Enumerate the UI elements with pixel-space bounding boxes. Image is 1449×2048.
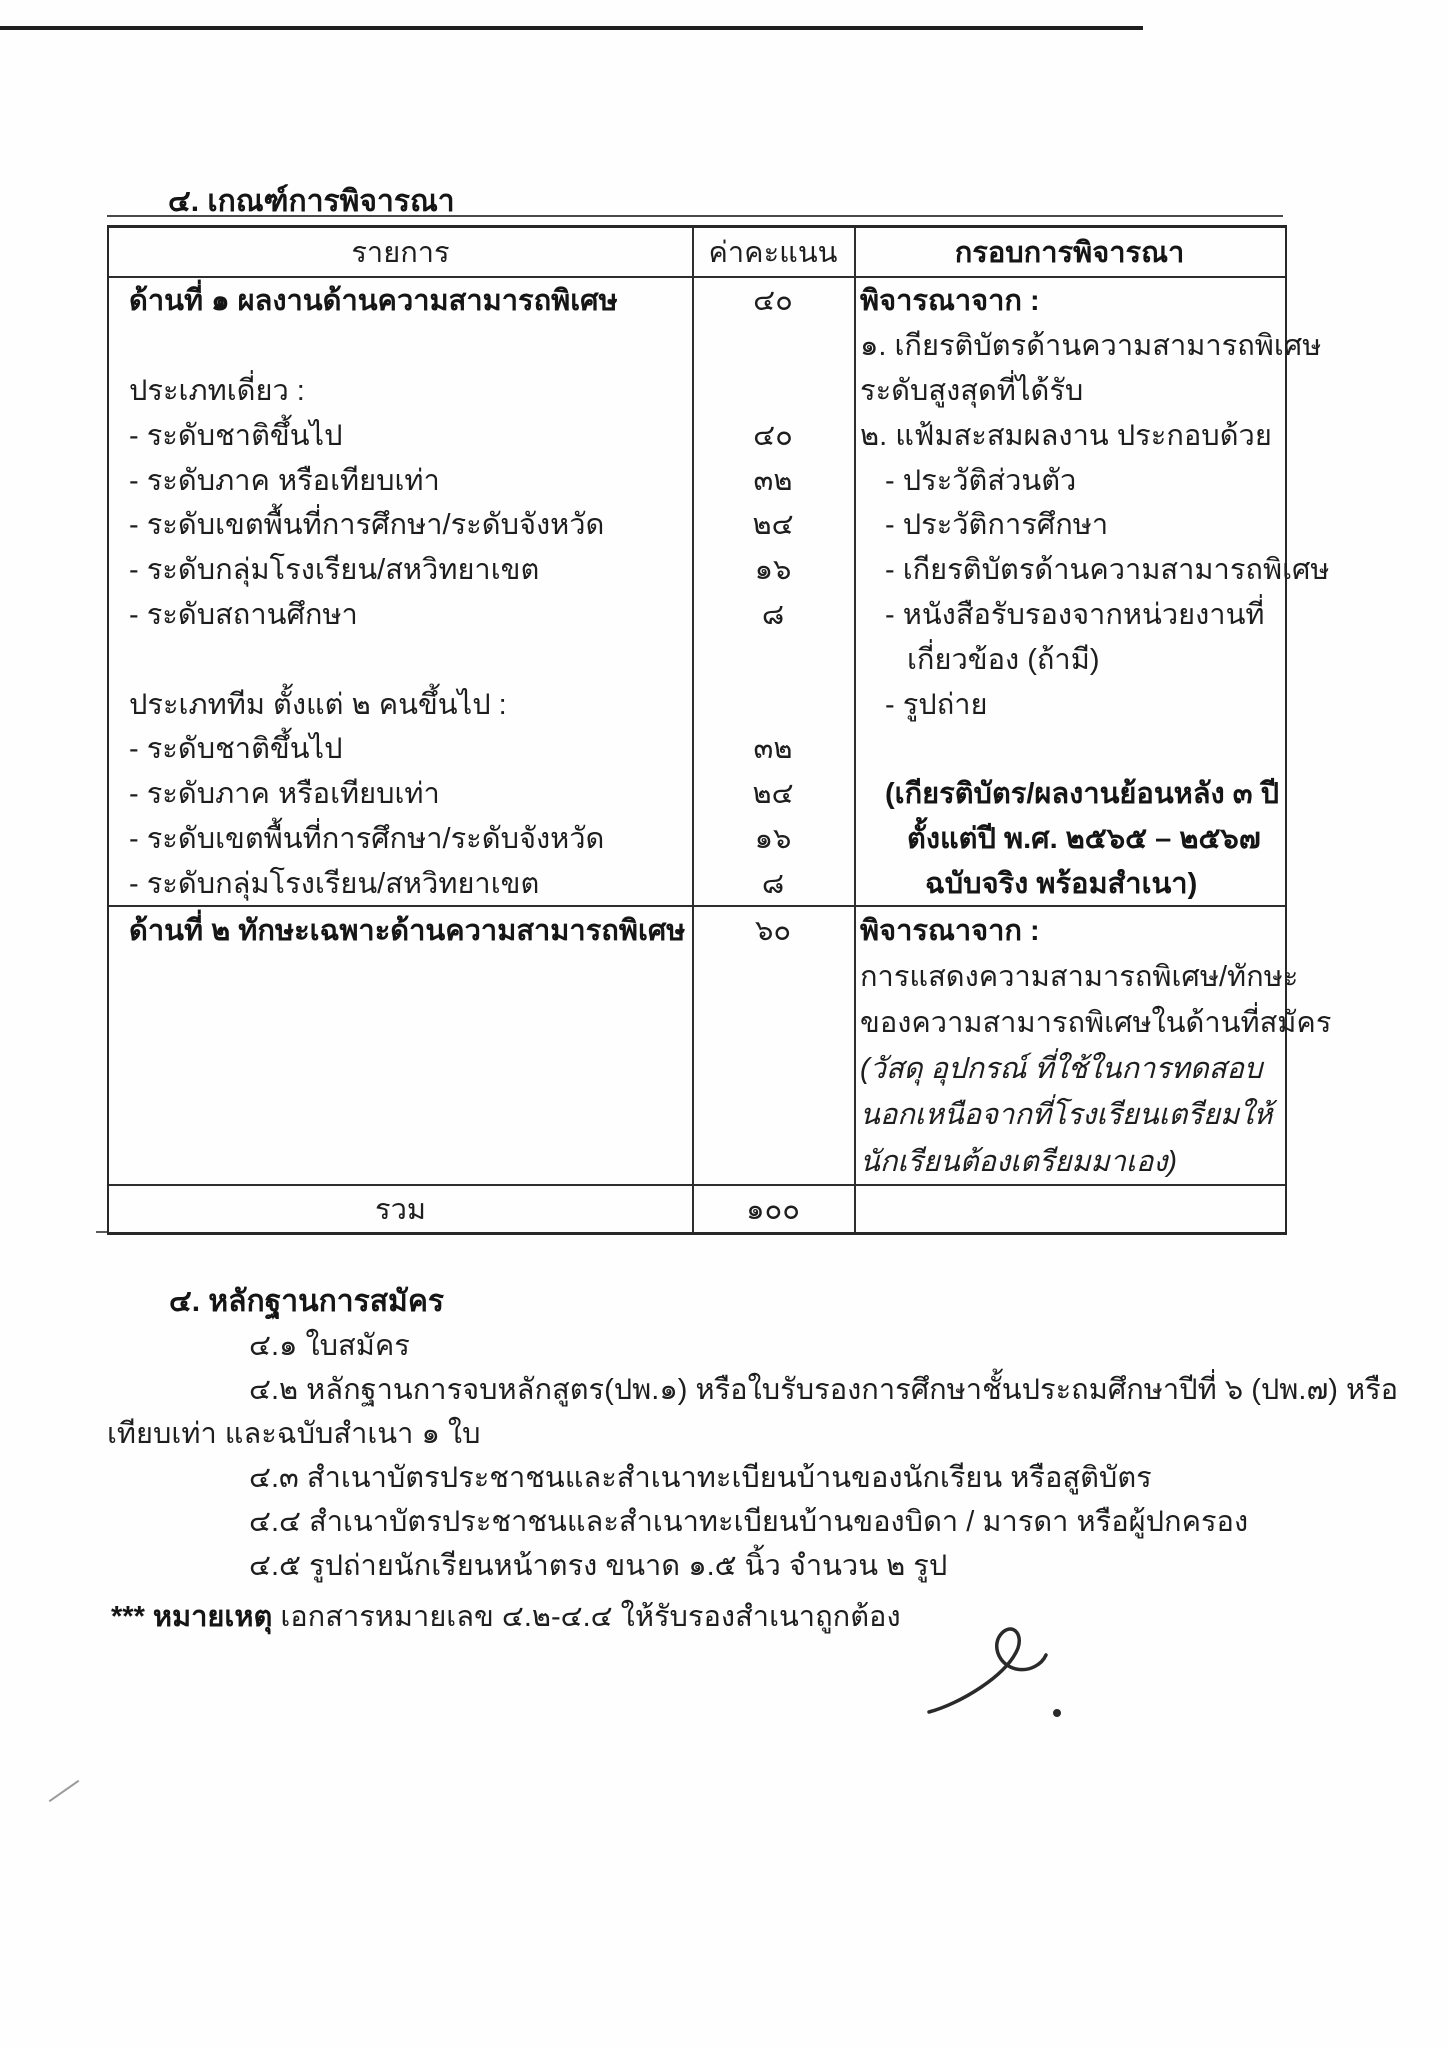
item-score: ๔๐ — [753, 419, 793, 452]
remark-prefix: *** หมายเหตุ — [111, 1601, 273, 1633]
item-score: ๘ — [761, 867, 785, 900]
item-label: - ระดับชาติขึ้นไป — [129, 733, 343, 766]
text-line: ๒. แฟ้มสะสมผลงาน ประกอบด้วย — [860, 419, 1272, 452]
item-label: - ระดับภาค หรือเทียบเท่า — [129, 464, 440, 497]
total-score: ๑๐๐ — [746, 1194, 800, 1226]
signature-mark — [915, 1612, 1065, 1732]
text-line: ๔.๑ ใบสมัคร — [249, 1330, 410, 1362]
evidence-section — [107, 1280, 1407, 1588]
criteria-item-line — [109, 592, 854, 637]
text-line: นักเรียนต้องเตรียมมาเอง) — [860, 1145, 1178, 1178]
criteria-item-line — [109, 1045, 854, 1091]
criteria-item-line — [109, 368, 854, 413]
criteria-item-line — [109, 1137, 854, 1183]
text-line: - รูปถ่าย — [885, 688, 988, 721]
criteria-table-total-row — [109, 1186, 1285, 1232]
criteria-item-line — [109, 636, 854, 681]
item-label: - ระดับเขตพื้นที่การศึกษา/ระดับจังหวัด — [129, 509, 605, 542]
criteria-item-line — [109, 323, 854, 368]
remark-line — [111, 1595, 901, 1639]
evidence-section-title: ๔. หลักฐานการสมัคร — [169, 1285, 444, 1318]
criteria-item-line — [109, 278, 854, 323]
item-score: ๑๖ — [754, 554, 792, 587]
text-line: พิจารณาจาก : — [860, 915, 1040, 948]
item-score: ๘ — [761, 598, 785, 631]
criteria-item-line — [109, 547, 854, 592]
item-score: ๓๒ — [753, 733, 793, 766]
text-line: ๔.๓ สำเนาบัตรประชาชนและสำเนาทะเบียนบ้านของนักเรียน หรือสูติบัตร — [249, 1462, 1152, 1494]
text-line: - หนังสือรับรองจากหน่วยงานที่ — [885, 598, 1265, 631]
item-label: ประเภทเดี่ยว : — [129, 375, 305, 407]
criteria-item-line — [109, 816, 854, 861]
text-line: (วัสดุ อุปกรณ์ ที่ใช้ในการทดสอบ — [860, 1053, 1263, 1086]
criteria-table — [107, 225, 1332, 1235]
text-line: พิจารณาจาก : — [860, 285, 1040, 318]
criteria-item-line — [109, 999, 854, 1045]
item-label: ประเภททีม ตั้งแต่ ๒ คนขึ้นไป : — [129, 688, 507, 721]
text-line: ๔.๔ สำเนาบัตรประชาชนและสำเนาทะเบียนบ้านของบิดา / มารดา หรือผู้ปกครอง — [249, 1506, 1249, 1538]
criteria-item-line — [109, 726, 854, 771]
item-label: - ระดับเขตพื้นที่การศึกษา/ระดับจังหวัด — [129, 822, 605, 855]
item-label: - ระดับภาค หรือเทียบเท่า — [129, 778, 440, 811]
text-line: (เกียรติบัตร/ผลงานย้อนหลัง ๓ ปี — [885, 778, 1280, 811]
text-line: ๔.๒ หลักฐานการจบหลักสูตร(ปพ.๑) หรือใบรับรองการศึกษาชั้นประถมศึกษาปีที่ ๖ (ปพ.๗) หรือ — [249, 1374, 1399, 1406]
text-line: การแสดงความสามารถพิเศษ/ทักษะ — [860, 961, 1299, 994]
item-label: - ระดับชาติขึ้นไป — [129, 419, 343, 452]
item-label: - ระดับสถานศึกษา — [129, 598, 358, 631]
criteria-item-line — [109, 907, 854, 953]
text-line — [854, 726, 1285, 771]
text-line: ๔.๕ รูปถ่ายนักเรียนหน้าตรง ขนาด ๑.๕ นิ้ว จำนวน ๒ รูป — [249, 1550, 948, 1582]
text-line: - เกียรติบัตรด้านความสามารถพิเศษ — [885, 554, 1330, 587]
section2-items-and-scores — [109, 907, 854, 1184]
scan-artifact-top-line — [0, 26, 1143, 30]
criteria-table-section1-row — [109, 278, 1330, 907]
text-line: เกี่ยวข้อง (ถ้ามี) — [907, 643, 1100, 676]
criteria-item-line — [109, 457, 854, 502]
criteria-item-line — [109, 953, 854, 999]
text-line: ของความสามารถพิเศษในด้านที่สมัคร — [860, 1007, 1332, 1040]
item-score: ๑๖ — [754, 822, 792, 855]
remark-text: เอกสารหมายเลข ๔.๒-๔.๔ ให้รับรองสำเนาถูกต้อง — [272, 1601, 901, 1633]
text-line: - ประวัติส่วนตัว — [885, 464, 1077, 497]
item-label: ด้านที่ ๒ ทักษะเฉพาะด้านความสามารถพิเศษ — [129, 915, 686, 948]
total-label: รวม — [375, 1194, 426, 1226]
item-score: ๒๔ — [752, 509, 794, 542]
signature-period-dot — [1053, 1709, 1061, 1717]
criteria-table-section2-row — [109, 907, 1332, 1186]
text-line: - ประวัติการศึกษา — [885, 509, 1109, 542]
item-score: ๓๒ — [753, 464, 793, 497]
text-line: เทียบเท่า และฉบับสำเนา ๑ ใบ — [107, 1418, 481, 1450]
text-line: ๑. เกียรติบัตรด้านความสามารถพิเศษ — [860, 330, 1322, 363]
text-line: ตั้งแต่ปี พ.ศ. ๒๕๖๕ – ๒๕๖๗ — [907, 822, 1261, 855]
section2-consideration-frame — [854, 907, 1332, 1184]
criteria-item-line — [109, 681, 854, 726]
text-line: ระดับสูงสุดที่ได้รับ — [860, 375, 1084, 407]
criteria-item-line — [109, 502, 854, 547]
column-header-consideration-frame: กรอบการพิจารณา — [954, 237, 1185, 269]
evidence-items — [107, 1324, 1407, 1588]
criteria-item-line — [109, 412, 854, 457]
criteria-item-line — [109, 860, 854, 905]
column-header-score: ค่าคะแนน — [708, 237, 838, 269]
criteria-table-header-row — [109, 228, 1285, 278]
item-label: ด้านที่ ๑ ผลงานด้านความสามารถพิเศษ — [129, 285, 618, 318]
item-score: ๖๐ — [754, 915, 792, 948]
section1-consideration-frame — [854, 278, 1330, 905]
item-label: - ระดับกลุ่มโรงเรียน/สหวิทยาเขต — [129, 867, 540, 900]
criteria-item-line — [109, 1091, 854, 1137]
criteria-item-line — [109, 771, 854, 816]
column-header-item: รายการ — [351, 237, 450, 269]
item-label: - ระดับกลุ่มโรงเรียน/สหวิทยาเขต — [129, 554, 540, 587]
scan-artifact-bottom-left-mark — [49, 1780, 80, 1802]
criteria-section-title: ๔. เกณฑ์การพิจารณา — [168, 185, 455, 218]
text-line: นอกเหนือจากที่โรงเรียนเตรียมให้ — [860, 1099, 1273, 1132]
item-score: ๔๐ — [753, 285, 793, 318]
text-line: ฉบับจริง พร้อมสำเนา) — [925, 867, 1198, 900]
section1-items-and-scores — [109, 278, 854, 905]
item-score: ๒๔ — [752, 778, 794, 811]
